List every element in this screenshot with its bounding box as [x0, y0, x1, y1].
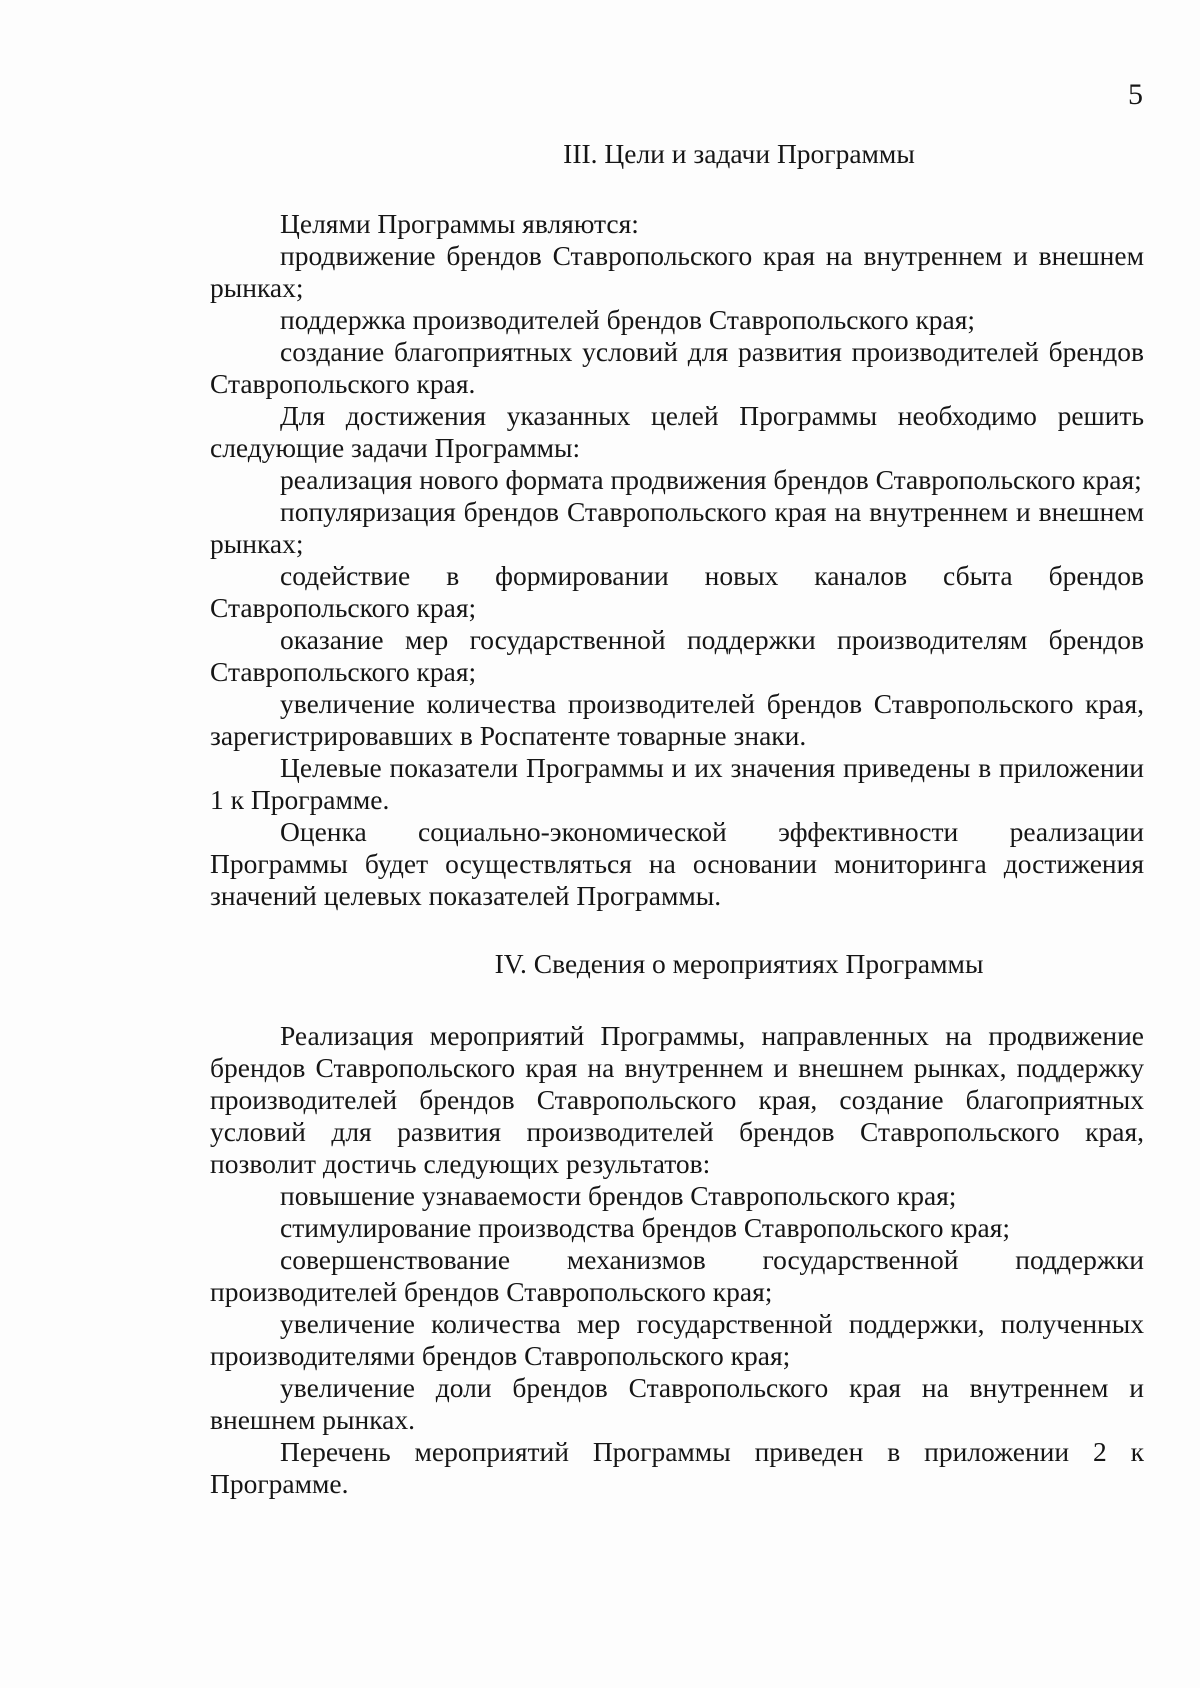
paragraph: увеличение количества мер государственной поддержки, полученных производителями брендов Ставропольского края;	[210, 1308, 1144, 1371]
paragraph: Целями Программы являются:	[280, 208, 639, 239]
paragraph: увеличение доли брендов Ставропольского края на внутреннем и внешнем рынках.	[210, 1372, 1144, 1435]
document-body	[210, 138, 1144, 1500]
section-program-activities	[210, 948, 1144, 1500]
section-heading-activities: IV. Сведения о мероприятиях Программы	[494, 948, 984, 979]
section-heading-goals: III. Цели и задачи Программы	[563, 138, 915, 169]
paragraph: повышение узнаваемости брендов Ставропольского края;	[280, 1180, 957, 1211]
paragraph: оказание мер государственной поддержки производителям брендов Ставропольского края;	[210, 624, 1144, 687]
paragraph: Оценка социально-экономической эффективности реализации Программы будет осуществляться на основании мониторинга достижения значений целевых показателей Программы.	[210, 816, 1144, 911]
page-number: 5	[1128, 78, 1143, 111]
paragraph: Для достижения указанных целей Программы необходимо решить следующие задачи Программы:	[210, 400, 1144, 463]
paragraph: совершенствование механизмов государственной поддержки производителей брендов Ставропольского края;	[210, 1244, 1144, 1307]
paragraph: содействие в формировании новых каналов сбыта брендов Ставропольского края;	[210, 560, 1144, 623]
paragraph: Целевые показатели Программы и их значения приведены в приложении 1 к Программе.	[210, 752, 1144, 815]
paragraph: продвижение брендов Ставропольского края на внутреннем и внешнем рынках;	[210, 240, 1144, 303]
paragraph: Перечень мероприятий Программы приведен в приложении 2 к Программе.	[210, 1436, 1144, 1499]
paragraph: стимулирование производства брендов Ставропольского края;	[280, 1212, 1011, 1243]
paragraph: популяризация брендов Ставропольского края на внутреннем и внешнем рынках;	[210, 496, 1144, 559]
paragraph: Реализация мероприятий Программы, направленных на продвижение брендов Ставропольского края на внутреннем и внешнем рынках, поддержку производителей брендов Ставропольского края, создание благоприятных условий для развития производителей брендов Ставропольского края, позволит достичь следующих результатов:	[210, 1020, 1144, 1179]
paragraph: создание благоприятных условий для развития производителей брендов Ставропольского края.	[210, 336, 1144, 399]
paragraph: реализация нового формата продвижения брендов Ставропольского края;	[280, 464, 1142, 495]
section-goals-and-tasks	[210, 138, 1144, 912]
paragraph: увеличение количества производителей брендов Ставропольского края, зарегистрировавших в Роспатенте товарные знаки.	[210, 688, 1144, 751]
paragraph: поддержка производителей брендов Ставропольского края;	[280, 304, 976, 335]
